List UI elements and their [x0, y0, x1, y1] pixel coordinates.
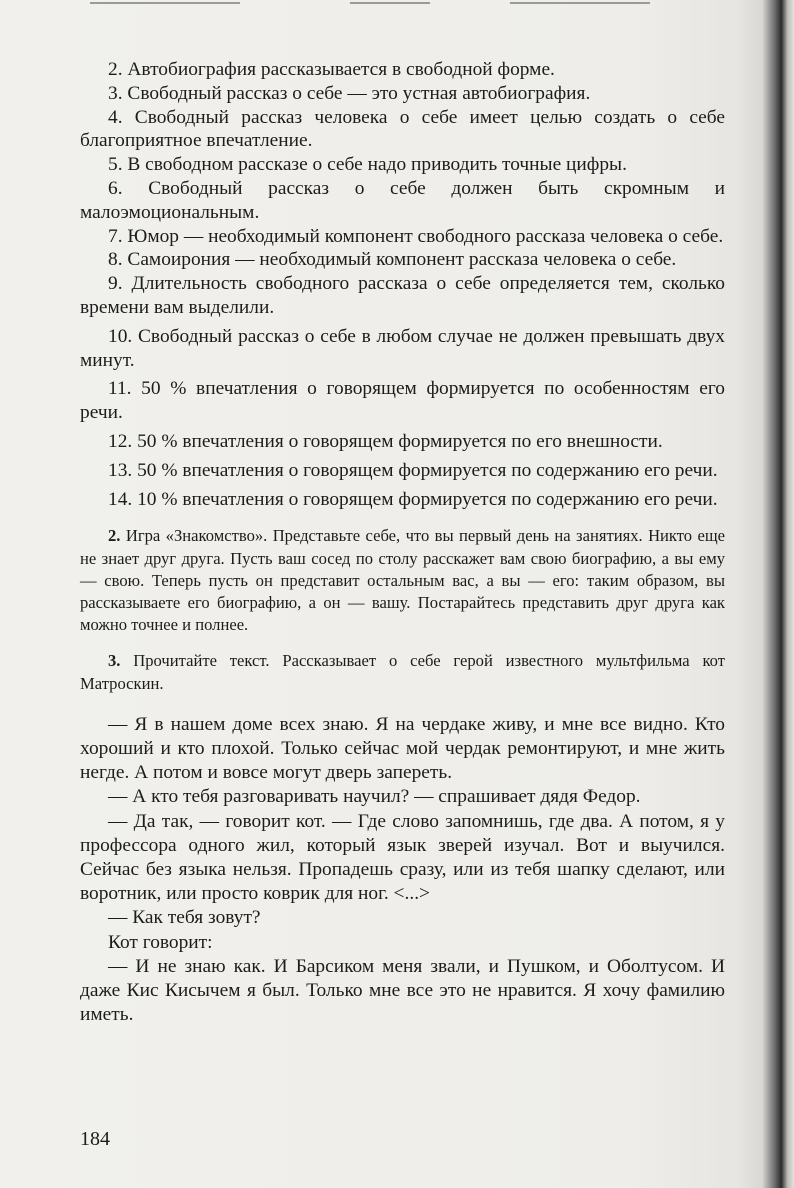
scan-edge-line — [350, 2, 430, 4]
scan-edge-line — [510, 2, 650, 4]
statement-item: 3. Свободный рассказ о себе — это устная автобиография. — [108, 82, 591, 104]
task-2-number: 2. — [108, 526, 121, 546]
statement-item: 9. Длительность свободного рассказа о себе определяется тем, сколько времени вам выделили. — [80, 273, 725, 318]
task-2-text: Игра «Знакомство». Представьте себе, что вы первый день на занятиях. Никто еще не знает друг друга. Пусть ваш сосед по столу расскажет вам свою биографию, а вы ему — свою. Теперь пусть он представит остальным вас, а вы — его: таким образом, вы рассказываете его биографию, а он — вашу. Постарайтесь представить друг друга как можно точнее и полнее. — [80, 526, 725, 635]
statement-item: 12. 50 % впечатления о говорящем формируется по его внешности. — [108, 430, 663, 452]
statement-item: 13. 50 % впечатления о говорящем формируется по содержанию его речи. — [108, 459, 718, 481]
statement-item: 10. Свободный рассказ о себе в любом случае не должен превышать двух минут. — [80, 325, 725, 371]
page-number: 184 — [80, 1128, 110, 1150]
scan-edge-line — [90, 2, 240, 4]
task-3-paragraph — [80, 650, 725, 694]
dialogue-line: — И не знаю как. И Барсиком меня звали, и Пушком, и Оболтусом. И даже Кис Кисычем я был. Только мне все это не нравится. Я хочу фамилию иметь. — [80, 955, 725, 1026]
statement-item: 7. Юмор — необходимый компонент свободного рассказа человека о себе. — [108, 225, 724, 247]
statement-item: 5. В свободном рассказе о себе надо приводить точные цифры. — [108, 154, 627, 176]
dialogue-line: — Я в нашем доме всех знаю. Я на чердаке живу, и мне все видно. Кто хороший и кто плохой. Только сейчас мой чердак ремонтируют, и мне жить негде. А потом и вовсе могут дверь запереть. — [80, 713, 725, 784]
statement-item: 14. 10 % впечатления о говорящем формируется по содержанию его речи. — [108, 488, 718, 510]
page-content — [80, 58, 725, 1027]
dialogue-line: — Да так, — говорит кот. — Где слово запомнишь, где два. А потом, я у профессора одного жил, который язык зверей изучал. Вот и выучился. Сейчас без языка нельзя. Пропадешь сразу, или из тебя шапку сделают, или воротник, или просто коврик для ног. <...> — [80, 810, 725, 905]
dialogue-line: Кот говорит: — [108, 931, 213, 953]
statement-item: 8. Самоирония — необходимый компонент рассказа человека о себе. — [108, 249, 677, 271]
statement-item: 2. Автобиография рассказывается в свободной форме. — [108, 59, 555, 80]
statement-item: 6. Свободный рассказ о себе должен быть скромным и малоэмоциональным. — [80, 177, 725, 223]
dialogue-block — [80, 713, 725, 1028]
task-2-paragraph — [80, 525, 725, 636]
task-3-number: 3. — [108, 651, 121, 671]
dialogue-line: — А кто тебя разговаривать научил? — спрашивает дядя Федор. — [108, 786, 641, 808]
dialogue-line: — Как тебя зовут? — [108, 907, 261, 929]
statement-item: 4. Свободный рассказ человека о себе имеет целью создать о себе благоприятное впечатление. — [80, 106, 725, 152]
task-3-text: Прочитайте текст. Рассказывает о себе герой известного мультфильма кот Матроскин. — [80, 651, 725, 693]
statement-item: 11. 50 % впечатления о говорящем формируется по особенностям его речи. — [80, 378, 725, 424]
